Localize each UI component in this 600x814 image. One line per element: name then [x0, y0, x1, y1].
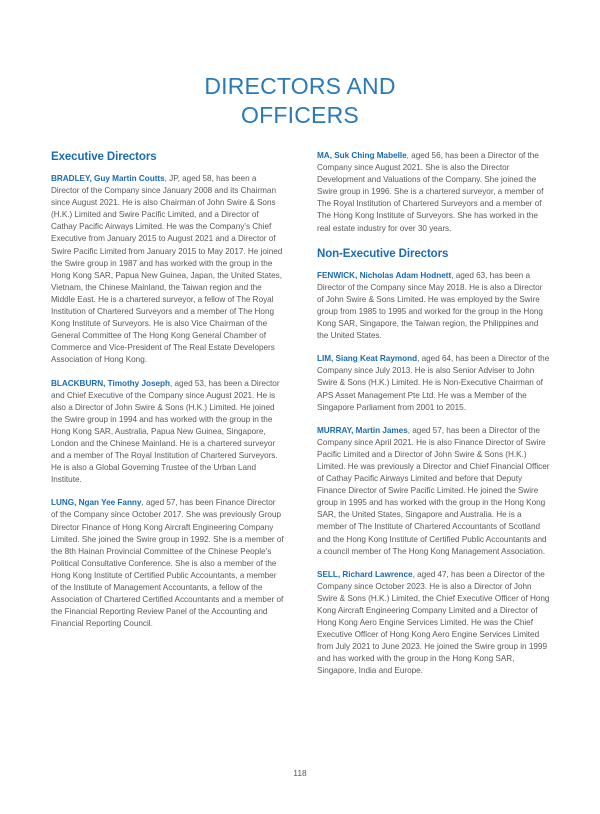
person-name-fenwick: FENWICK, Nicholas Adam Hodnett — [317, 270, 452, 280]
bio-paragraph — [317, 425, 550, 558]
bio-paragraph — [317, 150, 550, 235]
bio-paragraph — [317, 569, 550, 678]
bio-text-blackburn: , aged 53, has been a Director and Chief Executive of the Company since August 2021. He is also a Director of John Swire & Sons (H.K.) Limited. He joined the Swire group in 1994 and has worked with the group in the Hong Kong SAR, Australia, Papua New Guinea, Singapore, London and the Chinese Mainland. He is a chartered surveyor and a member of The Royal Institution of Chartered Surveyors. He is also a Global Governing Trustee of the Urban Land Institute. — [51, 378, 280, 485]
bio-text-bradley: , JP, aged 58, has been a Director of the Company since January 2008 and its Chairman since August 2021. He is also Chairman of John Swire & Sons (H.K.) Limited and Swire Pacific Limited, and a Director of Cathay Pacific Airways Limited. He was the Company’s Chief Executive from January 2015 to August 2021 and a Director of Swire Pacific Limited from January 2015 to May 2017. He joined the Swire group in 1987 and has worked with the group in the Hong Kong SAR, Papua New Guinea, Japan, the United States, Vietnam, the Chinese Mainland, the Taiwan region and the Middle East. He is a chartered surveyor, a fellow of The Royal Institution of Chartered Surveyors and a member of The Hong Kong Institute of Surveyors. He is also Vice Chairman of the General Committee of The Hong Kong General Chamber of Commerce and Vice-President of The Real Estate Developers Association of Hong Kong. — [51, 174, 283, 365]
bio-text-murray: , aged 57, has been a Director of the Company since April 2021. He is also Finance Director of Swire Pacific Limited and a Director of John Swire & Sons (H.K.) Limited. He was previously a Director and Chief Financial Officer of Cathay Pacific Airways Limited and before that Deputy Finance Director of Swire Pacific Limited. He joined the Swire group in 1995 and has worked with the group in the Hong Kong SAR, the United States, Singapore and Australia. He is a member of The Institute of Chartered Accountants of Scotland and the Hong Kong Institute of Certified Public Accountants and a council member of The Hong Kong Management Association. — [317, 425, 550, 556]
right-column — [317, 150, 550, 678]
page-title-line-2: OFFICERS — [241, 102, 359, 128]
bio-paragraph — [317, 353, 550, 413]
bio-paragraph — [317, 270, 550, 343]
bio-text-fenwick: , aged 63, has been a Director of the Company since May 2018. He is also a Director of John Swire & Sons Limited. He was employed by the Swire group from 1985 to 1995 and worked for the group in the Hong Kong SAR, Singapore, the Taiwan region, the Philippines and the United States. — [317, 270, 543, 341]
bio-paragraph — [51, 497, 284, 630]
bio-paragraph — [51, 173, 284, 367]
bio-text-lim: , aged 64, has been a Director of the Company since July 2013. He is also Senior Adviser to John Swire & Sons (H.K.) Limited. He is Non-Executive Chairman of APS Asset Management Pte Ltd. He was a Member of the Singapore Parliament from 2001 to 2015. — [317, 354, 550, 412]
bio-paragraph — [51, 378, 284, 487]
page-number: 118 — [293, 768, 307, 778]
person-name-sell: SELL, Richard Lawrence — [317, 569, 413, 579]
section-heading-non-executive-directors: Non-Executive Directors — [317, 247, 449, 260]
person-name-murray: MURRAY, Martin James — [317, 425, 408, 435]
person-name-ma: MA, Suk Ching Mabelle — [317, 151, 407, 160]
person-name-lim: LIM, Siang Keat Raymond — [317, 354, 418, 364]
person-name-bradley: BRADLEY, Guy Martin Coutts — [51, 174, 165, 183]
person-name-lung: LUNG, Ngan Yee Fanny — [51, 498, 142, 508]
bio-text-ma: , aged 56, has been a Director of the Company since August 2021. She is also the Director Development and Valuations of the Company. She joined the Swire group in 1996. She is a chartered surveyor, a member of The Royal Institution of Chartered Surveyors and a member of The Hong Kong Institute of Surveyors. She has worked in the real estate industry for over 30 years. — [317, 151, 544, 233]
section-heading-executive-directors: Executive Directors — [51, 151, 157, 163]
page-title — [0, 72, 600, 130]
page-title-line-1: DIRECTORS AND — [204, 73, 396, 99]
bio-text-lung: , aged 57, has been Finance Director of the Company since October 2017. She was previously Group Director Finance of Hong Kong Aircraft Engineering Company Limited. She joined the Swire group in 1992. She is a member of the 8th Hainan Provincial Committee of the Chinese People’s Political Consultative Conference. She is also a member of the Hong Kong Institute of Certified Public Accountants, a member of the Institute of Management Accountants, a fellow of the Association of Chartered Certified Accountants and a member of the Financial Reporting Review Panel of the Accounting and Financial Reporting Council. — [51, 498, 284, 629]
body-columns — [51, 150, 551, 678]
person-name-blackburn: BLACKBURN, Timothy Joseph — [51, 378, 170, 388]
left-column — [51, 150, 284, 678]
bio-text-sell: , aged 47, has been a Director of the Company since October 2023. He is also a Director of John Swire & Sons (H.K.) Limited, the Chief Executive Officer of Hong Kong Aircraft Engineering Company Limited and a Director of Hong Kong Aero Engine Services Limited. He was the Chief Executive Officer of Hong Kong Aero Engine Services Limited from July 2021 to June 2023. He joined the Swire group in 1999 and has worked with the group in the Hong Kong SAR, Singapore, India and Europe. — [317, 569, 550, 676]
